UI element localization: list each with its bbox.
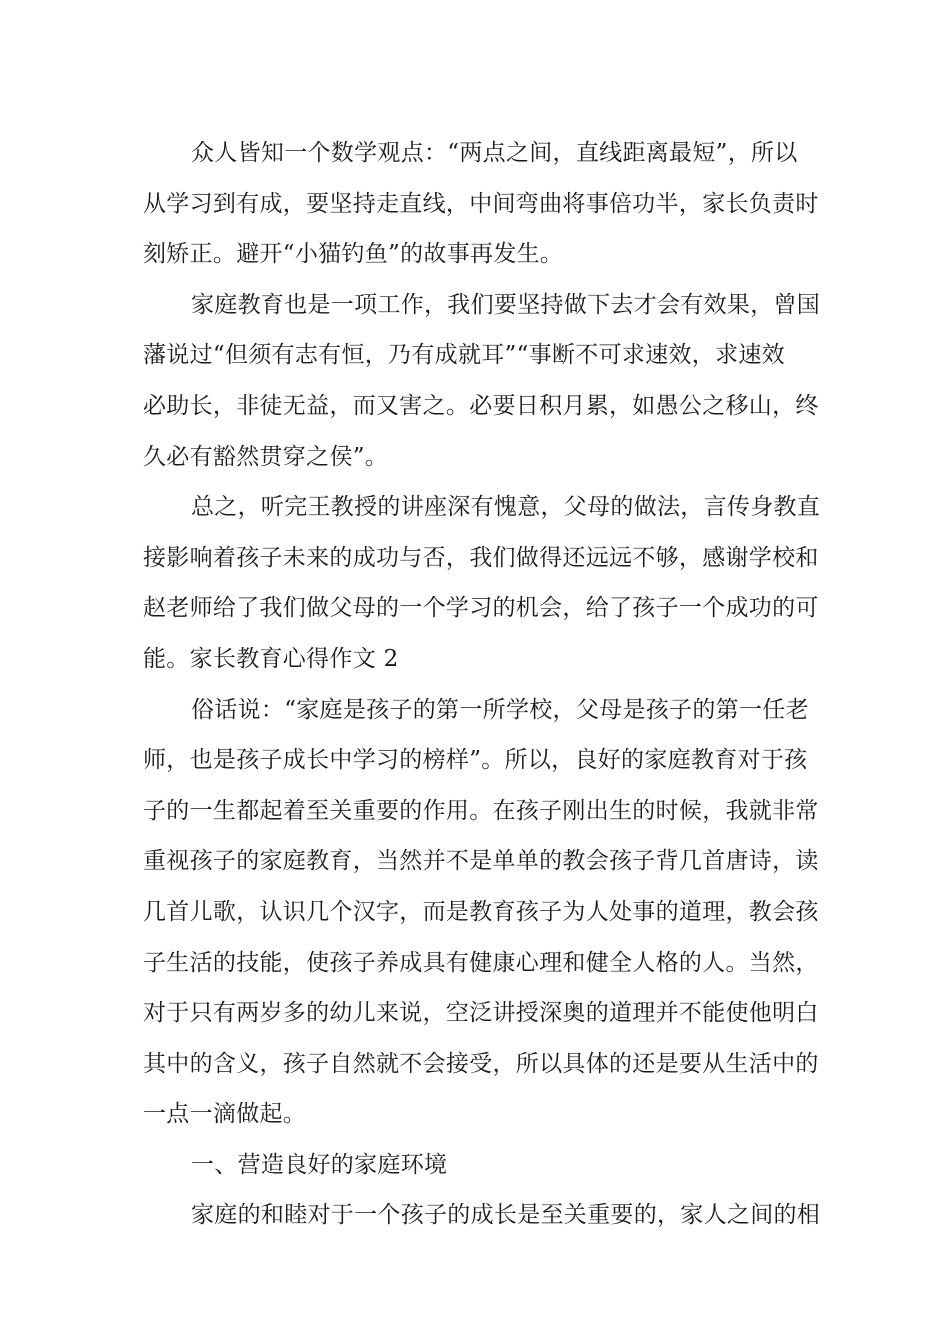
text-line: 藩说过“但须有志有恒，乃有成就耳”“事断不可求速效，求速效 bbox=[143, 342, 785, 369]
text-line: 刻矫正。避开“小猫钓鱼”的故事再发生。 bbox=[143, 241, 564, 268]
paragraph-3 bbox=[143, 482, 821, 684]
document-body bbox=[143, 128, 821, 1241]
text-line: 子的一生都起着至关重要的作用。在孩子刚出生的时候，我就非常 bbox=[143, 797, 819, 824]
paragraph-5 bbox=[143, 1190, 821, 1241]
text-line: 几首儿歌，认识几个汉字，而是教育孩子为人处事的道理，教会孩 bbox=[143, 898, 819, 925]
text-line: 一点一滴做起。 bbox=[143, 1101, 307, 1128]
text-line: 其中的含义，孩子自然就不会接受，所以具体的还是要从生活中的 bbox=[143, 1050, 819, 1077]
section-heading bbox=[143, 1140, 813, 1191]
text-line: 重视孩子的家庭教育，当然并不是单单的教会孩子背几首唐诗，读 bbox=[143, 848, 819, 875]
text-line: 久必有豁然贯穿之侯”。 bbox=[143, 443, 389, 470]
text-line: 家庭的和睦对于一个孩子的成长是至关重要的，家人之间的相 bbox=[191, 1202, 821, 1229]
text-line: 能。家长教育心得作文 2 bbox=[143, 645, 399, 672]
text-line: 从学习到有成，要坚持走直线，中间弯曲将事倍功半，家长负责时 bbox=[143, 190, 819, 217]
text-line: 赵老师给了我们做父母的一个学习的机会，给了孩子一个成功的可 bbox=[143, 595, 819, 622]
text-line: 师，也是孩子成长中学习的榜样”。所以，良好的家庭教育对于孩 bbox=[143, 747, 808, 774]
heading-text: 一、营造良好的家庭环境 bbox=[191, 1151, 448, 1178]
text-line: 家庭教育也是一项工作，我们要坚持做下去才会有效果，曾国 bbox=[191, 291, 821, 318]
text-line: 众人皆知一个数学观点：“两点之间，直线距离最短”，所以 bbox=[191, 140, 798, 166]
text-line: 接影响着孩子未来的成功与否，我们做得还远远不够，感谢学校和 bbox=[143, 544, 819, 571]
text-line: 俗话说：“家庭是孩子的第一所学校，父母是孩子的第一任老 bbox=[191, 696, 809, 723]
text-line: 必助长，非徒无益，而又害之。必要日积月累，如愚公之移山，终 bbox=[143, 392, 819, 419]
text-line: 对于只有两岁多的幼儿来说，空泛讲授深奥的道理并不能使他明白 bbox=[143, 1000, 819, 1027]
text-line: 子生活的技能，使孩子养成具有健康心理和健全人格的人。当然， bbox=[143, 949, 819, 976]
paragraph-4 bbox=[143, 685, 819, 1140]
paragraph-2 bbox=[143, 280, 821, 482]
paragraph-1 bbox=[143, 128, 819, 280]
text-line: 总之，听完王教授的讲座深有愧意，父母的做法，言传身教直 bbox=[191, 494, 821, 521]
